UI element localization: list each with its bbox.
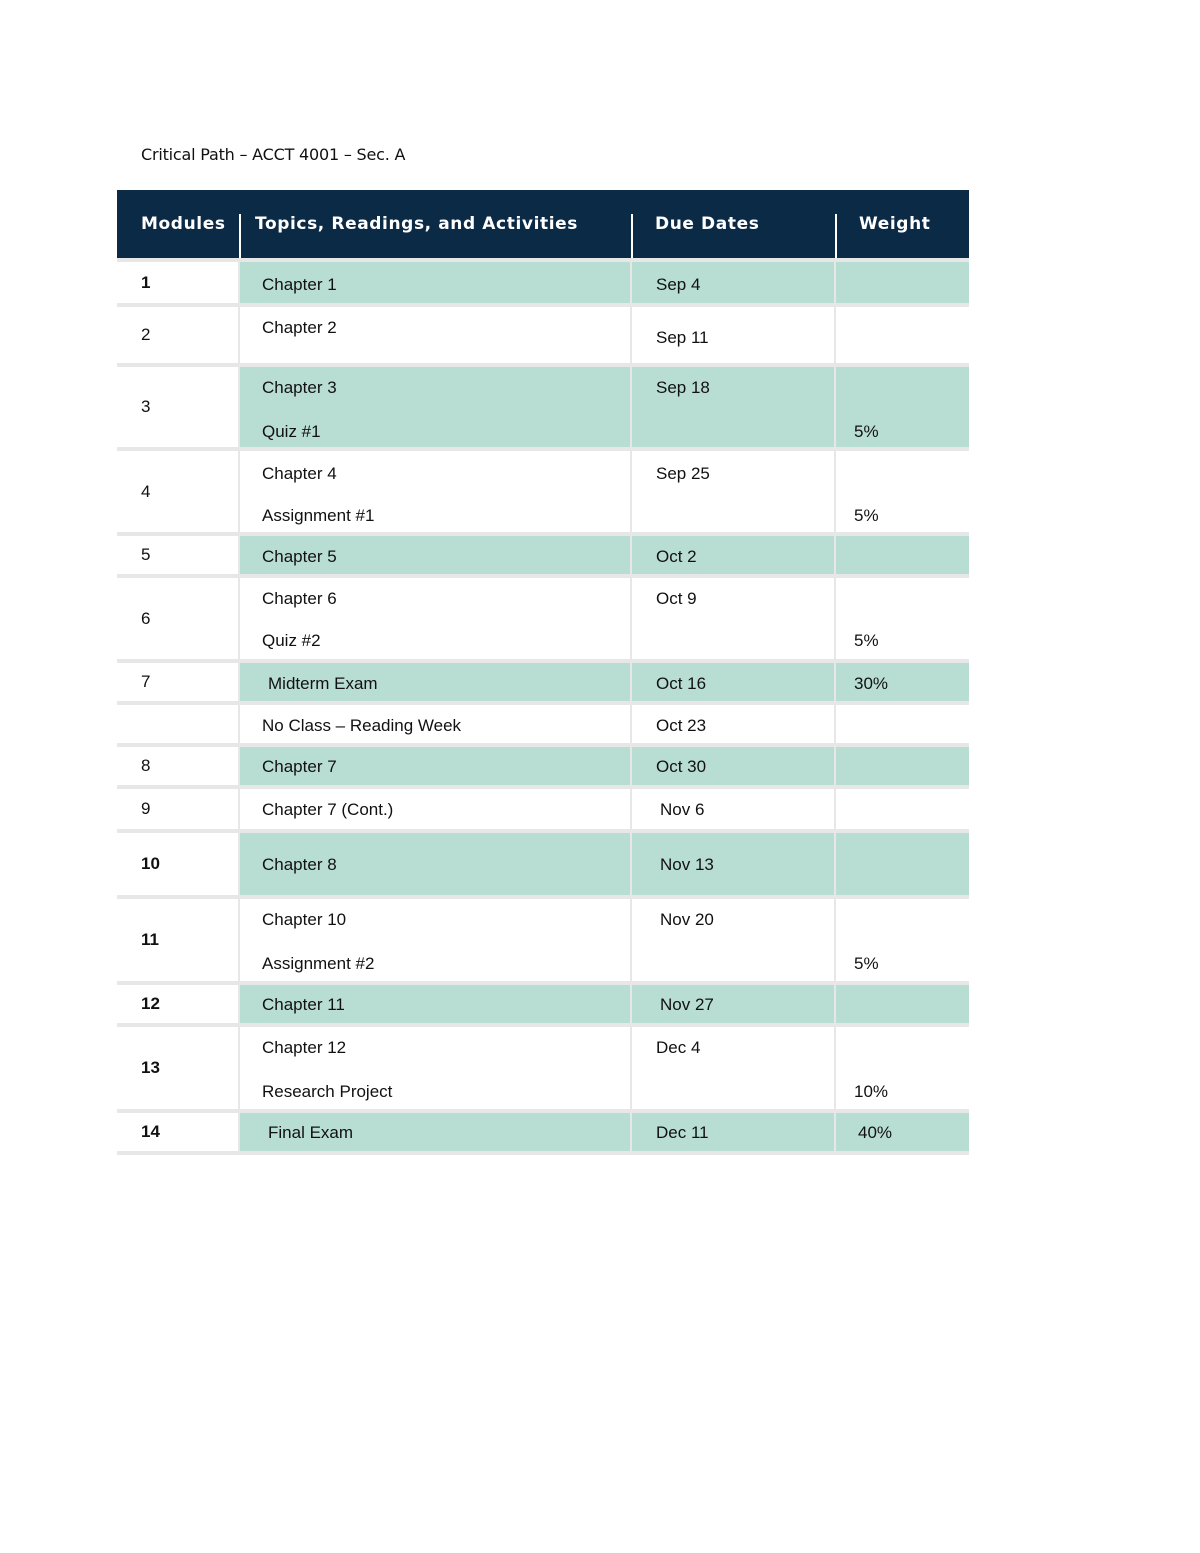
module-cell: 5 [117,534,239,576]
module-cell: 6 [117,576,239,661]
weight-cell [835,745,969,787]
topic-cell [239,576,631,661]
header-topics: Topics, Readings, and Activities [239,190,631,260]
topic-line: Chapter 12 [262,1038,347,1057]
due-date: Sep 18 [656,378,710,397]
topic-line: No Class – Reading Week [262,716,462,735]
table-row [117,787,969,831]
module-cell: 12 [117,983,239,1025]
module-cell [117,703,239,745]
header-modules: Modules [117,190,239,260]
topic-line: Chapter 4 [262,464,337,483]
topic-cell [239,449,631,534]
table-row [117,703,969,745]
weight-cell [835,576,969,661]
weight-cell [835,787,969,831]
topic-cell [239,745,631,787]
topic-cell [239,983,631,1025]
weight-cell [835,897,969,983]
module-cell: 7 [117,661,239,703]
module-cell: 13 [117,1025,239,1111]
topic-line: Chapter 3 [262,378,337,397]
due-cell [631,661,835,703]
module-cell: 1 [117,260,239,305]
due-cell [631,260,835,305]
module-cell: 4 [117,449,239,534]
topic-cell [239,1025,631,1111]
due-cell [631,897,835,983]
due-cell [631,534,835,576]
due-date: Nov 20 [660,910,714,929]
due-date: Oct 2 [656,547,697,566]
topic-line: Chapter 7 [262,757,337,776]
topic-line: Assignment #1 [262,506,375,525]
weight-cell [835,1025,969,1111]
due-date: Dec 11 [656,1123,709,1142]
topic-cell [239,703,631,745]
topic-line: Chapter 6 [262,589,337,608]
weight-value: 5% [854,506,879,525]
topic-line: Assignment #2 [262,954,375,973]
module-cell: 10 [117,831,239,897]
table-row [117,576,969,661]
weight-cell [835,661,969,703]
weight-value: 5% [854,631,879,650]
topic-line: Research Project [262,1082,393,1101]
due-date: Oct 30 [656,757,707,776]
weight-cell [835,703,969,745]
topic-line: Final Exam [268,1123,354,1142]
table-row [117,983,969,1025]
module-cell: 2 [117,305,239,365]
due-date: Sep 11 [656,328,709,347]
due-cell [631,787,835,831]
due-cell [631,703,835,745]
due-date: Nov 13 [660,855,714,874]
module-cell: 9 [117,787,239,831]
topic-cell [239,661,631,703]
module-cell: 11 [117,897,239,983]
critical-path-table [117,190,969,1155]
table-row [117,661,969,703]
topic-line: Chapter 11 [262,995,345,1014]
due-date: Sep 25 [656,464,710,483]
table-row [117,449,969,534]
due-cell [631,831,835,897]
due-cell [631,1025,835,1111]
due-cell [631,983,835,1025]
weight-value: 5% [854,422,879,441]
module-cell: 3 [117,365,239,449]
topic-cell [239,365,631,449]
due-date: Dec 4 [656,1038,701,1057]
weight-cell [835,534,969,576]
table-header [117,190,969,260]
due-date: Oct 23 [656,716,707,735]
weight-cell [835,260,969,305]
topic-line: Chapter 10 [262,910,347,929]
topic-cell [239,305,631,365]
due-cell [631,745,835,787]
topic-line: Chapter 8 [262,855,337,874]
topic-line: Chapter 7 (Cont.) [262,800,394,819]
due-cell [631,449,835,534]
weight-cell [835,831,969,897]
table-row [117,1111,969,1153]
due-cell [631,576,835,661]
weight-cell [835,983,969,1025]
topic-line: Quiz #2 [262,631,321,650]
topic-cell [239,1111,631,1153]
header-due-dates: Due Dates [631,190,835,260]
topic-cell [239,897,631,983]
due-date: Sep 4 [656,275,701,294]
topic-line: Midterm Exam [268,674,378,693]
table-row [117,831,969,897]
table-body [117,260,969,1153]
table-row [117,897,969,983]
table-row [117,745,969,787]
weight-cell [835,449,969,534]
weight-cell [835,1111,969,1153]
topic-line: Quiz #1 [262,422,321,441]
table-row [117,260,969,305]
weight-value: 40% [858,1123,893,1142]
due-cell [631,305,835,365]
topic-line: Chapter 2 [262,318,337,337]
table-row [117,365,969,449]
table-row [117,534,969,576]
weight-value: 5% [854,954,879,973]
module-cell: 14 [117,1111,239,1153]
weight-cell [835,305,969,365]
header-weight: Weight [835,190,969,260]
due-cell [631,365,835,449]
due-date: Nov 6 [660,800,705,819]
topic-cell [239,534,631,576]
weight-value: 30% [854,674,889,693]
due-date: Oct 16 [656,674,707,693]
document-title: Critical Path – ACCT 4001 – Sec. A [141,145,406,164]
due-date: Oct 9 [656,589,697,608]
weight-cell [835,365,969,449]
topic-cell [239,787,631,831]
header-row [117,190,969,260]
weight-value: 10% [854,1082,889,1101]
topic-cell [239,260,631,305]
topic-line: Chapter 1 [262,275,337,294]
table-row [117,1025,969,1111]
due-cell [631,1111,835,1153]
module-cell: 8 [117,745,239,787]
topic-line: Chapter 5 [262,547,337,566]
table-row [117,305,969,365]
topic-cell [239,831,631,897]
due-date: Nov 27 [660,995,714,1014]
